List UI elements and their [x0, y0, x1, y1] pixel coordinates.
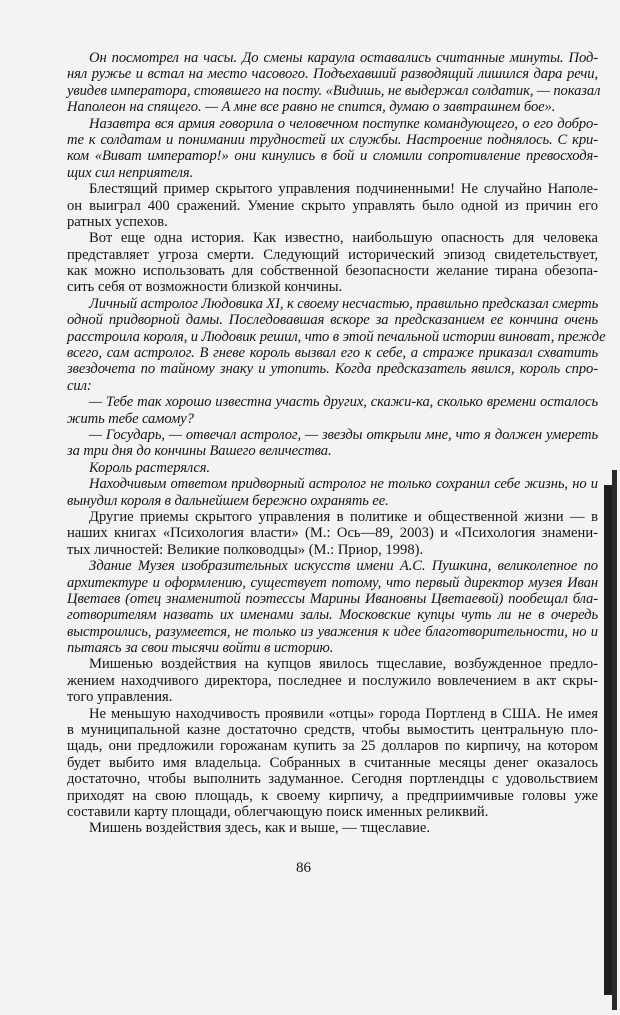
paragraph	[67, 509, 598, 558]
text-line: он выиграл 400 сражений. Умение скрыто управлять было одной из причин его	[67, 197, 598, 214]
text-line: сил:	[67, 377, 92, 394]
text-line: вынудил короля в дальнейшем бережно охранять ее.	[67, 492, 389, 509]
paragraph	[67, 558, 598, 656]
paragraph	[67, 656, 598, 705]
text-line: наших книгах «Психология власти» (М.: Ось—89, 2003) и «Психология знамени-	[67, 525, 598, 542]
text-line: Не меньшую находчивость проявили «отцы» города Портленд в США. Не имея	[89, 705, 598, 722]
paragraph	[67, 394, 598, 427]
text-line: Король растерялся.	[89, 459, 210, 476]
text-line: расстроила короля, и Людовик решил, что в этой печальной истории виноват, прежде	[67, 328, 606, 345]
text-line: Назавтра вся армия говорила о человечном поступке командующего, о его добро-	[89, 115, 598, 132]
text-line: Мишенью воздействия на купцов явилось тщеславие, возбужденное предло-	[89, 656, 598, 673]
paragraph	[67, 116, 598, 182]
text-line: нял ружье и встал на место часового. Подъехавший разводящий лишился дара речи,	[67, 66, 598, 83]
page-body	[67, 50, 606, 837]
text-line: сить себя от возможности близкой кончины.	[67, 279, 343, 296]
paragraph	[67, 295, 606, 394]
text-line: — Тебе так хорошо известна участь других, скажи-ка, сколько времени осталось	[89, 394, 598, 411]
text-line: приходят на свою площадь, к своему кирпичу, а предприимчивые головы уже	[67, 787, 598, 804]
paragraph	[67, 706, 598, 821]
text-line: Находчивым ответом придворный астролог не только сохранил себе жизнь, но и	[89, 476, 598, 493]
text-line: того управления.	[67, 689, 173, 706]
paragraph	[67, 460, 598, 476]
text-line: щадь, они предложили горожанам купить за 25 долларов по кирпичу, на котором	[67, 738, 598, 755]
text-line: достаточно, чтобы выполнить задуманное. Сегодня портлендцы с удовольствием	[67, 771, 598, 788]
text-line: представляет угроза смерти. Следующий исторический эпизод свидетельствует,	[67, 246, 598, 263]
paragraph	[67, 427, 598, 460]
paragraph	[67, 230, 598, 296]
text-line: те к солдатам и понимании трудностей их службы. Настроение поднялось. С кри-	[67, 131, 598, 148]
text-line: жением находчивого директора, последнее и послужило вовлечением в акт скры-	[67, 672, 598, 689]
text-line: ратных успехов.	[67, 213, 168, 230]
text-line: увидев императора, стоявшего на посту. «Видишь, не выдержал солдатик, — показал	[67, 82, 601, 99]
text-line: Вот еще одна история. Как известно, наибольшую опасность для человека	[89, 230, 598, 247]
text-line: Другие приемы скрытого управления в политике и общественной жизни — в	[89, 508, 598, 525]
text-line: выстроились, разумеется, не только из уважения к идее благотворительности, но и	[67, 623, 598, 640]
text-line: Наполеон на спящего. — А мне все равно не спится, думаю о завтрашнем бое».	[67, 99, 556, 116]
text-line: пытаясь за свои тысячи войти в историю.	[67, 640, 334, 657]
text-line: Цветаев (отец знаменитой поэтессы Марины Ивановны Цветаевой) пообещал бла-	[67, 590, 598, 607]
text-line: тых личностей: Великие полководцы» (М.: Приор, 1998).	[67, 541, 424, 558]
text-line: готворителям назвать их именами залы. Московские купцы чуть ли не в очередь	[67, 607, 598, 624]
text-line: щих сил неприятеля.	[67, 164, 194, 181]
text-line: Он посмотрел на часы. До смены караула оставались считанные минуты. Под-	[89, 50, 598, 66]
text-line: в муниципальной казне достаточно средств, чтобы вымостить центральную пло-	[67, 722, 598, 739]
page-number: 86	[296, 860, 311, 876]
text-line: жить тебе самому?	[67, 410, 194, 427]
text-line: за три дня до кончины Вашего величества.	[67, 443, 332, 460]
text-line: Здание Музея изобразительных искусств имени А.С. Пушкина, великолепное по	[89, 558, 598, 575]
text-line: Мишень воздействия здесь, как и выше, — тщеславие.	[89, 820, 431, 837]
text-line: архитектуре и оформлению, существует потому, что первый директор музея Иван	[67, 574, 598, 591]
paragraph	[67, 820, 598, 836]
scan-edge-shadow	[612, 470, 617, 1010]
text-line: — Государь, — отвечал астролог, — звезды открыли мне, что я должен умереть	[89, 426, 598, 443]
text-line: ком «Виват император!» они кинулись в бой и сломили сопротивление превосходя-	[67, 148, 598, 165]
text-line: Личный астролог Людовика XI, к своему несчастью, правильно предсказал смерть	[89, 295, 599, 312]
paragraph	[67, 476, 598, 509]
paragraph	[67, 181, 598, 230]
text-line: всего, сам астролог. В гневе король вызвал его к себе, а страже приказал схватить	[67, 345, 598, 362]
text-line: Блестящий пример скрытого управления подчиненными! Не случайно Наполе-	[89, 181, 598, 198]
text-line: составили карту площади, облегчающую поиск именных реликвий.	[67, 803, 489, 820]
paragraph	[67, 50, 601, 116]
text-line: будет выбито имя владельца. Собранных в считанные месяцы денег оказалось	[67, 754, 598, 771]
text-line: как можно использовать для собственной безопасности желание тирана обезопа-	[67, 263, 598, 280]
text-line: одной придворной дамы. Последовавшая вскоре за предсказанием ее кончина очень	[67, 312, 598, 329]
text-line: звездочета по тайному знаку и утопить. Когда предсказатель явился, король спро-	[67, 361, 598, 378]
